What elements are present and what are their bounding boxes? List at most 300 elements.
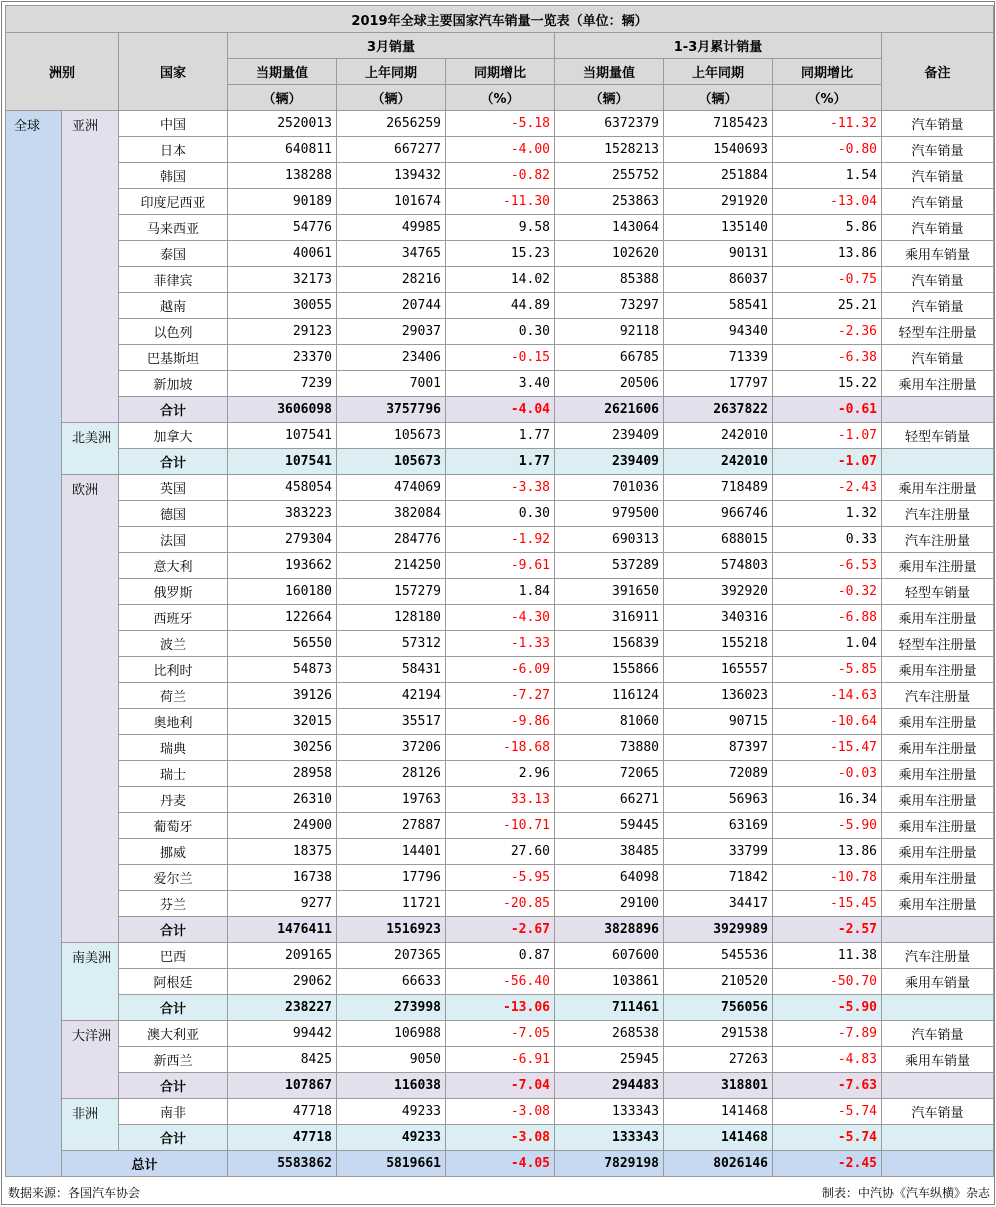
subtotal-note-empty <box>882 995 994 1021</box>
cell-m-yoy: -56.40 <box>446 969 555 995</box>
cell-y-last: 90715 <box>664 709 773 735</box>
country-name: 韩国 <box>119 163 228 189</box>
cell-y-cur: 316911 <box>555 605 664 631</box>
cell-y-cur: 102620 <box>555 241 664 267</box>
cell-m-yoy: -7.27 <box>446 683 555 709</box>
subtotal-m-cur: 1476411 <box>228 917 337 943</box>
cell-m-cur: 18375 <box>228 839 337 865</box>
cell-m-last: 28216 <box>337 267 446 293</box>
country-name: 泰国 <box>119 241 228 267</box>
country-name: 奥地利 <box>119 709 228 735</box>
cell-m-yoy: 9.58 <box>446 215 555 241</box>
note-cell: 乘用车注册量 <box>882 891 994 917</box>
subtotal-y-last: 756056 <box>664 995 773 1021</box>
cell-m-cur: 16738 <box>228 865 337 891</box>
subtotal-m-last: 49233 <box>337 1125 446 1151</box>
note-cell: 汽车销量 <box>882 267 994 293</box>
cell-y-last: 34417 <box>664 891 773 917</box>
unit-percent: （%） <box>773 85 882 111</box>
cell-y-cur: 66785 <box>555 345 664 371</box>
country-name: 南非 <box>119 1099 228 1125</box>
cell-y-last: 966746 <box>664 501 773 527</box>
country-name: 新西兰 <box>119 1047 228 1073</box>
subtotal-m-last: 3757796 <box>337 397 446 423</box>
cell-y-last: 574803 <box>664 553 773 579</box>
cell-m-last: 2656259 <box>337 111 446 137</box>
subtotal-m-cur: 47718 <box>228 1125 337 1151</box>
cell-m-yoy: -11.30 <box>446 189 555 215</box>
cell-m-cur: 32173 <box>228 267 337 293</box>
cell-y-last: 135140 <box>664 215 773 241</box>
cell-y-cur: 92118 <box>555 319 664 345</box>
cell-m-last: 139432 <box>337 163 446 189</box>
subtotal-y-yoy: -5.90 <box>773 995 882 1021</box>
cell-y-last: 291920 <box>664 189 773 215</box>
country-name: 德国 <box>119 501 228 527</box>
cell-y-cur: 38485 <box>555 839 664 865</box>
cell-m-cur: 28958 <box>228 761 337 787</box>
cell-y-cur: 59445 <box>555 813 664 839</box>
note-cell: 乘用车注册量 <box>882 709 994 735</box>
note-cell: 汽车销量 <box>882 137 994 163</box>
note-cell: 乘用车销量 <box>882 1047 994 1073</box>
cell-m-yoy: -9.61 <box>446 553 555 579</box>
header-ytd-current: 当期量值 <box>555 59 664 85</box>
table-maker: 制表：中汽协《汽车纵横》杂志 <box>821 1186 990 1200</box>
cell-m-cur: 32015 <box>228 709 337 735</box>
cell-y-yoy: -0.32 <box>773 579 882 605</box>
cell-y-yoy: -11.32 <box>773 111 882 137</box>
note-cell: 乘用车注册量 <box>882 475 994 501</box>
cell-m-last: 66633 <box>337 969 446 995</box>
note-cell: 汽车销量 <box>882 293 994 319</box>
cell-m-yoy: 1.84 <box>446 579 555 605</box>
cell-y-last: 56963 <box>664 787 773 813</box>
table-row <box>6 1047 994 1073</box>
cell-y-yoy: 25.21 <box>773 293 882 319</box>
country-name: 芬兰 <box>119 891 228 917</box>
table-row <box>6 267 994 293</box>
cell-y-yoy: -4.83 <box>773 1047 882 1073</box>
table-row <box>6 631 994 657</box>
country-name: 丹麦 <box>119 787 228 813</box>
country-name: 越南 <box>119 293 228 319</box>
note-cell: 轻型车注册量 <box>882 631 994 657</box>
cell-m-last: 49233 <box>337 1099 446 1125</box>
country-name: 以色列 <box>119 319 228 345</box>
cell-m-last: 207365 <box>337 943 446 969</box>
cell-m-yoy: -4.00 <box>446 137 555 163</box>
total-row <box>6 1151 994 1177</box>
cell-m-last: 19763 <box>337 787 446 813</box>
cell-m-last: 23406 <box>337 345 446 371</box>
subtotal-y-yoy: -1.07 <box>773 449 882 475</box>
cell-m-cur: 39126 <box>228 683 337 709</box>
cell-m-cur: 279304 <box>228 527 337 553</box>
cell-m-yoy: 3.40 <box>446 371 555 397</box>
cell-y-yoy: -10.78 <box>773 865 882 891</box>
cell-y-last: 718489 <box>664 475 773 501</box>
subtotal-y-cur: 3828896 <box>555 917 664 943</box>
note-cell: 轻型车注册量 <box>882 319 994 345</box>
cell-m-cur: 209165 <box>228 943 337 969</box>
country-name: 加拿大 <box>119 423 228 449</box>
cell-y-last: 210520 <box>664 969 773 995</box>
subtotal-note-empty <box>882 1125 994 1151</box>
cell-y-yoy: -6.38 <box>773 345 882 371</box>
country-name: 法国 <box>119 527 228 553</box>
cell-y-cur: 133343 <box>555 1099 664 1125</box>
table-row <box>6 943 994 969</box>
cell-m-yoy: 33.13 <box>446 787 555 813</box>
subtotal-m-yoy: -3.08 <box>446 1125 555 1151</box>
cell-m-last: 474069 <box>337 475 446 501</box>
header-ytd-yoy: 同期增比 <box>773 59 882 85</box>
cell-m-yoy: 1.77 <box>446 423 555 449</box>
total-note-empty <box>882 1151 994 1177</box>
cell-y-yoy: -15.45 <box>773 891 882 917</box>
cell-m-last: 214250 <box>337 553 446 579</box>
table-row <box>6 189 994 215</box>
cell-y-last: 86037 <box>664 267 773 293</box>
cell-y-cur: 66271 <box>555 787 664 813</box>
cell-m-cur: 40061 <box>228 241 337 267</box>
cell-y-yoy: -2.43 <box>773 475 882 501</box>
cell-y-yoy: -15.47 <box>773 735 882 761</box>
sales-table-sheet <box>1 1 995 1205</box>
table-row <box>6 787 994 813</box>
country-name: 瑞典 <box>119 735 228 761</box>
cell-y-yoy: 1.54 <box>773 163 882 189</box>
header-march-sales: 3月销量 <box>228 33 555 59</box>
country-name: 西班牙 <box>119 605 228 631</box>
cell-y-last: 71339 <box>664 345 773 371</box>
cell-y-cur: 253863 <box>555 189 664 215</box>
subtotal-y-cur: 711461 <box>555 995 664 1021</box>
cell-y-cur: 72065 <box>555 761 664 787</box>
cell-m-yoy: -20.85 <box>446 891 555 917</box>
table-row <box>6 683 994 709</box>
cell-m-last: 29037 <box>337 319 446 345</box>
cell-m-yoy: -7.05 <box>446 1021 555 1047</box>
header-country: 国家 <box>119 33 228 111</box>
cell-m-cur: 24900 <box>228 813 337 839</box>
country-name: 意大利 <box>119 553 228 579</box>
table-row <box>6 761 994 787</box>
header-note: 备注 <box>882 33 994 111</box>
cell-m-last: 35517 <box>337 709 446 735</box>
total-label: 总计 <box>62 1151 228 1177</box>
cell-y-cur: 73880 <box>555 735 664 761</box>
cell-m-cur: 26310 <box>228 787 337 813</box>
cell-y-last: 251884 <box>664 163 773 189</box>
subtotal-y-yoy: -7.63 <box>773 1073 882 1099</box>
cell-m-cur: 193662 <box>228 553 337 579</box>
cell-m-last: 27887 <box>337 813 446 839</box>
note-cell: 汽车销量 <box>882 163 994 189</box>
table-row <box>6 527 994 553</box>
cell-m-cur: 30256 <box>228 735 337 761</box>
country-name: 巴基斯坦 <box>119 345 228 371</box>
sales-table <box>5 5 994 1177</box>
cell-y-yoy: 5.86 <box>773 215 882 241</box>
unit-vehicles: （辆） <box>664 85 773 111</box>
table-row <box>6 657 994 683</box>
cell-y-cur: 607600 <box>555 943 664 969</box>
cell-y-yoy: 16.34 <box>773 787 882 813</box>
cell-m-last: 128180 <box>337 605 446 631</box>
country-name: 新加坡 <box>119 371 228 397</box>
subtotal-y-cur: 133343 <box>555 1125 664 1151</box>
subtotal-label: 合计 <box>119 995 228 1021</box>
subtotal-note-empty <box>882 1073 994 1099</box>
cell-y-cur: 1528213 <box>555 137 664 163</box>
subtotal-row <box>6 397 994 423</box>
continent-label: 非洲 <box>62 1099 119 1151</box>
table-row <box>6 163 994 189</box>
country-name: 马来西亚 <box>119 215 228 241</box>
subtotal-m-yoy: -4.04 <box>446 397 555 423</box>
subtotal-y-last: 8026146 <box>664 1151 773 1177</box>
cell-y-last: 71842 <box>664 865 773 891</box>
header-ytd-last-year: 上年同期 <box>664 59 773 85</box>
subtotal-row <box>6 995 994 1021</box>
unit-vehicles: （辆） <box>337 85 446 111</box>
table-row <box>6 839 994 865</box>
note-cell: 乘用车注册量 <box>882 371 994 397</box>
cell-m-cur: 29123 <box>228 319 337 345</box>
cell-m-yoy: -0.15 <box>446 345 555 371</box>
subtotal-row <box>6 917 994 943</box>
cell-y-last: 392920 <box>664 579 773 605</box>
cell-y-cur: 73297 <box>555 293 664 319</box>
cell-y-yoy: -2.36 <box>773 319 882 345</box>
table-row <box>6 293 994 319</box>
continent-label: 欧洲 <box>62 475 119 943</box>
cell-m-cur: 640811 <box>228 137 337 163</box>
cell-m-cur: 122664 <box>228 605 337 631</box>
table-row <box>6 423 994 449</box>
note-cell: 汽车注册量 <box>882 501 994 527</box>
cell-y-yoy: -0.75 <box>773 267 882 293</box>
note-cell: 汽车销量 <box>882 111 994 137</box>
cell-y-yoy: -0.80 <box>773 137 882 163</box>
cell-y-last: 340316 <box>664 605 773 631</box>
subtotal-note-empty <box>882 917 994 943</box>
continent-label: 北美洲 <box>62 423 119 475</box>
note-cell: 乘用车注册量 <box>882 605 994 631</box>
cell-y-yoy: -6.88 <box>773 605 882 631</box>
subtotal-label: 合计 <box>119 1125 228 1151</box>
cell-m-cur: 54873 <box>228 657 337 683</box>
cell-y-yoy: -10.64 <box>773 709 882 735</box>
cell-y-yoy: -14.63 <box>773 683 882 709</box>
cell-y-cur: 29100 <box>555 891 664 917</box>
table-row <box>6 1021 994 1047</box>
country-name: 瑞士 <box>119 761 228 787</box>
country-name: 挪威 <box>119 839 228 865</box>
cell-m-last: 157279 <box>337 579 446 605</box>
table-row <box>6 215 994 241</box>
country-name: 爱尔兰 <box>119 865 228 891</box>
subtotal-m-yoy: -2.67 <box>446 917 555 943</box>
table-row <box>6 371 994 397</box>
cell-m-cur: 54776 <box>228 215 337 241</box>
note-cell: 汽车销量 <box>882 345 994 371</box>
cell-y-yoy: -1.07 <box>773 423 882 449</box>
cell-y-cur: 6372379 <box>555 111 664 137</box>
note-cell: 乘用车注册量 <box>882 865 994 891</box>
cell-y-cur: 116124 <box>555 683 664 709</box>
cell-m-cur: 90189 <box>228 189 337 215</box>
cell-y-cur: 85388 <box>555 267 664 293</box>
cell-m-yoy: -18.68 <box>446 735 555 761</box>
subtotal-y-last: 3929989 <box>664 917 773 943</box>
cell-m-last: 37206 <box>337 735 446 761</box>
cell-m-yoy: 2.96 <box>446 761 555 787</box>
cell-y-yoy: -5.74 <box>773 1099 882 1125</box>
cell-m-cur: 2520013 <box>228 111 337 137</box>
global-label: 全球 <box>6 111 62 1177</box>
cell-m-yoy: -9.86 <box>446 709 555 735</box>
table-row <box>6 735 994 761</box>
cell-y-last: 165557 <box>664 657 773 683</box>
cell-y-last: 136023 <box>664 683 773 709</box>
note-cell: 乘用车注册量 <box>882 553 994 579</box>
subtotal-m-yoy: -13.06 <box>446 995 555 1021</box>
cell-m-last: 7001 <box>337 371 446 397</box>
cell-y-cur: 20506 <box>555 371 664 397</box>
cell-y-last: 291538 <box>664 1021 773 1047</box>
note-cell: 汽车销量 <box>882 189 994 215</box>
cell-y-cur: 268538 <box>555 1021 664 1047</box>
subtotal-m-last: 273998 <box>337 995 446 1021</box>
table-row <box>6 241 994 267</box>
cell-y-last: 17797 <box>664 371 773 397</box>
cell-m-yoy: -4.30 <box>446 605 555 631</box>
subtotal-y-last: 2637822 <box>664 397 773 423</box>
cell-m-yoy: 0.30 <box>446 501 555 527</box>
table-row <box>6 319 994 345</box>
note-cell: 汽车销量 <box>882 1099 994 1125</box>
cell-y-cur: 81060 <box>555 709 664 735</box>
cell-m-yoy: -6.91 <box>446 1047 555 1073</box>
subtotal-label: 合计 <box>119 397 228 423</box>
country-name: 菲律宾 <box>119 267 228 293</box>
cell-m-cur: 9277 <box>228 891 337 917</box>
table-row <box>6 709 994 735</box>
note-cell: 轻型车销量 <box>882 423 994 449</box>
cell-y-yoy: -13.04 <box>773 189 882 215</box>
cell-m-yoy: 15.23 <box>446 241 555 267</box>
header-march-last-year: 上年同期 <box>337 59 446 85</box>
table-row <box>6 579 994 605</box>
table-row <box>6 553 994 579</box>
cell-m-yoy: 14.02 <box>446 267 555 293</box>
cell-m-yoy: -10.71 <box>446 813 555 839</box>
cell-m-last: 20744 <box>337 293 446 319</box>
note-cell: 乘用车注册量 <box>882 735 994 761</box>
subtotal-y-last: 318801 <box>664 1073 773 1099</box>
cell-y-last: 141468 <box>664 1099 773 1125</box>
note-cell: 轻型车销量 <box>882 579 994 605</box>
cell-m-cur: 8425 <box>228 1047 337 1073</box>
cell-y-yoy: -5.90 <box>773 813 882 839</box>
cell-y-cur: 391650 <box>555 579 664 605</box>
subtotal-y-cur: 239409 <box>555 449 664 475</box>
country-name: 比利时 <box>119 657 228 683</box>
country-name: 英国 <box>119 475 228 501</box>
subtotal-y-last: 242010 <box>664 449 773 475</box>
subtotal-m-last: 116038 <box>337 1073 446 1099</box>
subtotal-m-cur: 238227 <box>228 995 337 1021</box>
cell-y-cur: 64098 <box>555 865 664 891</box>
cell-m-cur: 7239 <box>228 371 337 397</box>
cell-m-yoy: 44.89 <box>446 293 555 319</box>
cell-m-yoy: -3.08 <box>446 1099 555 1125</box>
cell-y-cur: 690313 <box>555 527 664 553</box>
note-cell: 汽车销量 <box>882 215 994 241</box>
subtotal-row <box>6 1073 994 1099</box>
cell-m-last: 382084 <box>337 501 446 527</box>
cell-m-last: 42194 <box>337 683 446 709</box>
note-cell: 汽车销量 <box>882 1021 994 1047</box>
subtotal-y-cur: 7829198 <box>555 1151 664 1177</box>
cell-y-yoy: -5.85 <box>773 657 882 683</box>
cell-y-last: 90131 <box>664 241 773 267</box>
subtotal-y-cur: 2621606 <box>555 397 664 423</box>
cell-y-yoy: 13.86 <box>773 839 882 865</box>
cell-y-yoy: -50.70 <box>773 969 882 995</box>
subtotal-m-cur: 3606098 <box>228 397 337 423</box>
cell-m-yoy: -5.95 <box>446 865 555 891</box>
cell-y-last: 33799 <box>664 839 773 865</box>
cell-m-yoy: -6.09 <box>446 657 555 683</box>
table-row <box>6 891 994 917</box>
cell-y-last: 87397 <box>664 735 773 761</box>
cell-m-last: 49985 <box>337 215 446 241</box>
cell-y-cur: 979500 <box>555 501 664 527</box>
cell-m-yoy: -1.92 <box>446 527 555 553</box>
country-name: 日本 <box>119 137 228 163</box>
cell-m-last: 17796 <box>337 865 446 891</box>
subtotal-y-yoy: -5.74 <box>773 1125 882 1151</box>
subtotal-note-empty <box>882 397 994 423</box>
table-row <box>6 501 994 527</box>
subtotal-label: 合计 <box>119 1073 228 1099</box>
cell-m-last: 11721 <box>337 891 446 917</box>
subtotal-row <box>6 1125 994 1151</box>
table-row <box>6 969 994 995</box>
note-cell: 乘用车销量 <box>882 241 994 267</box>
continent-label: 大洋洲 <box>62 1021 119 1099</box>
cell-m-last: 106988 <box>337 1021 446 1047</box>
note-cell: 乘用车销量 <box>882 969 994 995</box>
cell-m-cur: 23370 <box>228 345 337 371</box>
cell-y-cur: 155866 <box>555 657 664 683</box>
subtotal-label: 合计 <box>119 917 228 943</box>
cell-m-cur: 107541 <box>228 423 337 449</box>
country-name: 印度尼西亚 <box>119 189 228 215</box>
cell-m-cur: 47718 <box>228 1099 337 1125</box>
table-row <box>6 345 994 371</box>
subtotal-m-last: 5819661 <box>337 1151 446 1177</box>
unit-percent: （%） <box>446 85 555 111</box>
subtotal-y-yoy: -2.45 <box>773 1151 882 1177</box>
cell-y-last: 27263 <box>664 1047 773 1073</box>
country-name: 中国 <box>119 111 228 137</box>
note-cell: 汽车注册量 <box>882 527 994 553</box>
